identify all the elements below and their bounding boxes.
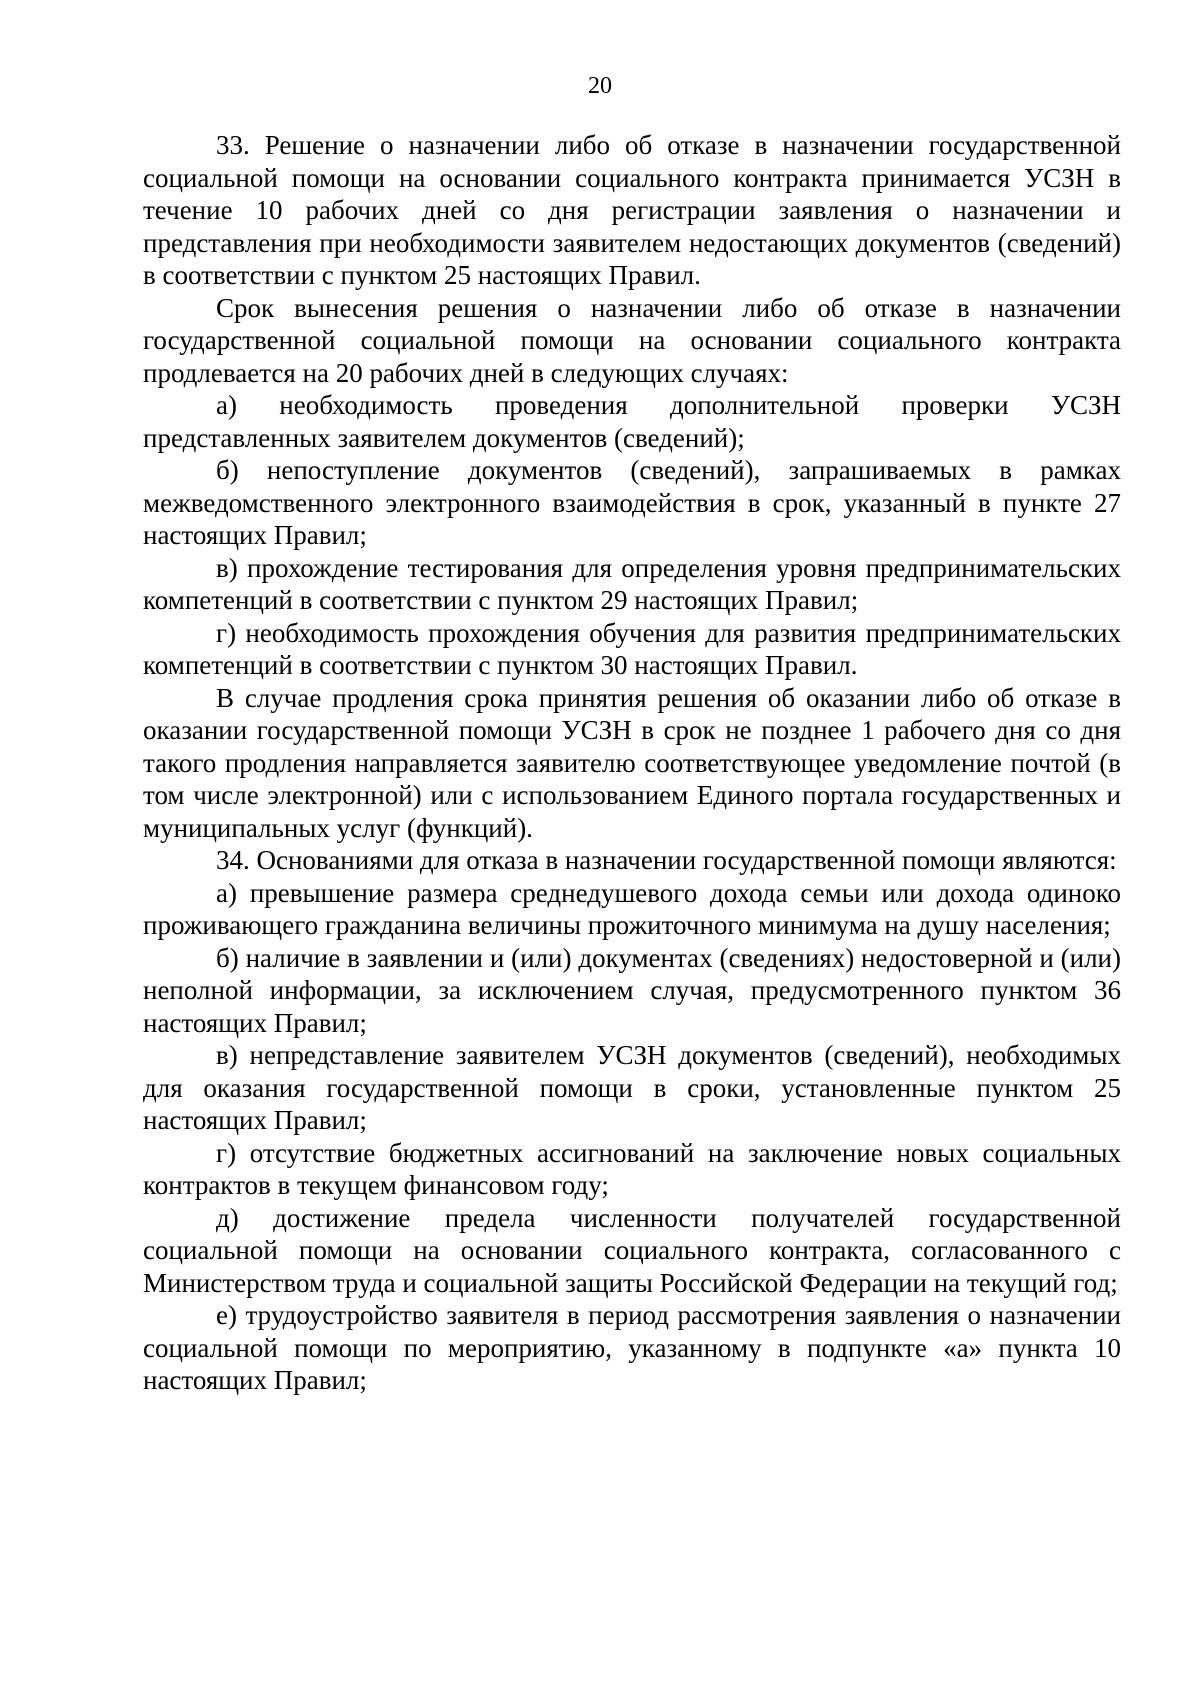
subitem-a-refusal: а) превышение размера среднедушевого дохода семьи или дохода одиноко проживающего гражданина величины прожиточного минимума на душу населения;	[143, 877, 1121, 940]
subitem-g-extension: г) необходимость прохождения обучения для развития предпринимательских компетенций в соответствии с пунктом 30 настоящих Правил.	[143, 617, 1121, 680]
subitem-b-refusal: б) наличие в заявлении и (или) документах (сведениях) недостоверной и (или) неполной информации, за исключением случая, предусмотренного пунктом 36 настоящих Правил;	[143, 942, 1121, 1038]
paragraph-notification: В случае продления срока принятия решения об оказании либо об отказе в оказании государственной помощи УСЗН в срок не позднее 1 рабочего дня со дня такого продления направляется заявителю соответствующее уведомление почтой (в том числе электронной) или с использованием Единого портала государственных и муниципальных услуг (функций).	[143, 682, 1121, 843]
subitem-e-refusal: е) трудоустройство заявителя в период рассмотрения заявления о назначении социальной помощи по мероприятию, указанному в подпункте «а» пункта 10 настоящих Правил;	[143, 1300, 1121, 1395]
document-body	[143, 129, 1121, 1397]
paragraph-deadline-extension: Срок вынесения решения о назначении либо об отказе в назначении государственной социальной помощи на основании социального контракта продлевается на 20 рабочих дней в следующих случаях:	[143, 292, 1121, 388]
paragraph-item-34: 34. Основаниями для отказа в назначении государственной помощи являются:	[216, 845, 1117, 875]
subitem-v-refusal: в) непредставление заявителем УСЗН документов (сведений), необходимых для оказания государственной помощи в сроки, установленные пунктом 25 настоящих Правил;	[143, 1040, 1121, 1135]
subitem-a-extension: а) необходимость проведения дополнительной проверки УСЗН представленных заявителем документов (сведений);	[143, 390, 1121, 453]
paragraph-item-33: 33. Решение о назначении либо об отказе в назначении государственной социальной помощи на основании социального контракта принимается УСЗН в течение 10 рабочих дней со дня регистрации заявления о назначении и представления при необходимости заявителем недостающих документов (сведений) в соответствии с пунктом 25 настоящих Правил.	[143, 130, 1121, 290]
subitem-v-extension: в) прохождение тестирования для определения уровня предпринимательских компетенций в соответствии с пунктом 29 настоящих Правил;	[143, 552, 1121, 615]
page-number: 20	[588, 73, 612, 99]
subitem-d-refusal: д) достижение предела численности получателей государственной социальной помощи на основании социального контракта, согласованного с Министерством труда и социальной защиты Российской Федерации на текущий год;	[143, 1202, 1121, 1298]
subitem-b-extension: б) непоступление документов (сведений), запрашиваемых в рамках межведомственного электронного взаимодействия в срок, указанный в пункте 27 настоящих Правил;	[143, 455, 1121, 550]
subitem-g-refusal: г) отсутствие бюджетных ассигнований на заключение новых социальных контрактов в текущем финансовом году;	[143, 1137, 1121, 1200]
